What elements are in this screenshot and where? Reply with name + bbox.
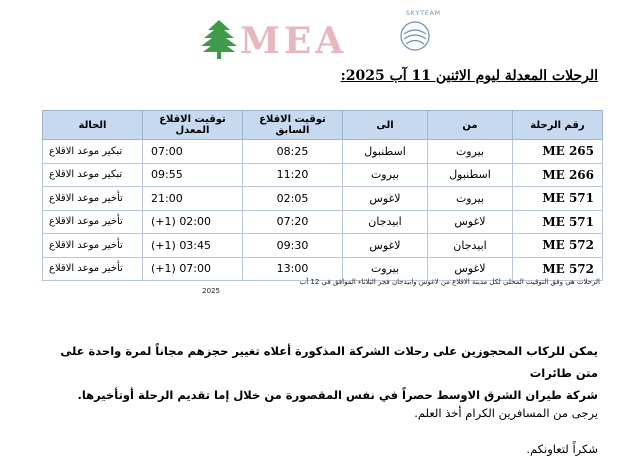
table-header-row bbox=[43, 111, 603, 140]
flight-number: ME 266 bbox=[513, 163, 603, 187]
old-time: 09:30 bbox=[243, 234, 343, 258]
timezone-note bbox=[200, 278, 600, 296]
table-row bbox=[43, 257, 603, 281]
rebooking-line-2: شركة طيران الشرق الاوسط حصراً في نفس المقصورة من خلال إما تقديم الرحلة أوتأخيرها. bbox=[77, 388, 598, 402]
table-row bbox=[43, 187, 603, 211]
status: تأخير موعد الاقلاع bbox=[43, 257, 143, 281]
old-time: 13:00 bbox=[243, 257, 343, 281]
cedar-tree-icon bbox=[200, 18, 238, 60]
table-row bbox=[43, 140, 603, 164]
old-time: 11:20 bbox=[243, 163, 343, 187]
old-time: 08:25 bbox=[243, 140, 343, 164]
page-title: الرحلات المعدلة ليوم الاثنين 11 آب 2025: bbox=[340, 68, 598, 84]
status: تبكير موعد الاقلاع bbox=[43, 163, 143, 187]
header-new-departure: توقيت الاقلاع المعدل bbox=[143, 111, 243, 140]
destination: لاغوس bbox=[343, 187, 428, 211]
origin: ابيدجان bbox=[428, 234, 513, 258]
new-time: 03:45 (1+) bbox=[143, 234, 243, 258]
new-time: 07:00 (1+) bbox=[143, 257, 243, 281]
destination: بيروت bbox=[343, 257, 428, 281]
flight-number: ME 265 bbox=[513, 140, 603, 164]
status: تأخير موعد الاقلاع bbox=[43, 234, 143, 258]
mea-logo bbox=[200, 8, 440, 68]
new-time: 21:00 bbox=[143, 187, 243, 211]
header-flight-number: رقم الرحلة bbox=[513, 111, 603, 140]
flight-number: ME 572 bbox=[513, 234, 603, 258]
header-old-departure: توقيت الاقلاع السابق bbox=[243, 111, 343, 140]
status: تبكير موعد الاقلاع bbox=[43, 140, 143, 164]
status: تأخير موعد الاقلاع bbox=[43, 187, 143, 211]
header-from: من bbox=[428, 111, 513, 140]
notice-paragraph: يرجى من المسافرين الكرام أخذ العلم. bbox=[414, 406, 598, 420]
mea-logo-text: MEA bbox=[240, 20, 348, 62]
old-time: 07:20 bbox=[243, 210, 343, 234]
thanks-paragraph: شكراً لتعاونكم. bbox=[526, 442, 598, 456]
old-time: 02:05 bbox=[243, 187, 343, 211]
rebooking-line-1: يمكن للركاب المحجوزين على رحلات الشركة المذكورة أعلاه تغيير حجزهم مجاناً لمرة واحدة على متن طائرات bbox=[60, 344, 598, 380]
table-row bbox=[43, 210, 603, 234]
origin: بيروت bbox=[428, 187, 513, 211]
flight-number: ME 571 bbox=[513, 210, 603, 234]
origin: بيروت bbox=[428, 140, 513, 164]
skyteam-icon bbox=[395, 10, 435, 58]
status: تأخير موعد الاقلاع bbox=[43, 210, 143, 234]
note-line-2: 2025 bbox=[202, 287, 220, 295]
new-time: 09:55 bbox=[143, 163, 243, 187]
flights-table bbox=[42, 110, 603, 281]
origin: لاغوس bbox=[428, 257, 513, 281]
destination: لاغوس bbox=[343, 234, 428, 258]
rebooking-paragraph bbox=[38, 340, 598, 406]
note-line-1: الرحلات هي وفق التوقيت المحلي لكل مدينة الاقلاع من لاغوس وابيدجان فجر الثلاثاء الموافق في 12 آب bbox=[299, 278, 600, 286]
header-to: الى bbox=[343, 111, 428, 140]
flight-number: ME 572 bbox=[513, 257, 603, 281]
skyteam-label: SKYTEAM bbox=[406, 10, 441, 17]
origin: لاغوس bbox=[428, 210, 513, 234]
header-status: الحالة bbox=[43, 111, 143, 140]
destination: اسطنبول bbox=[343, 140, 428, 164]
new-time: 02:00 (1+) bbox=[143, 210, 243, 234]
table-row bbox=[43, 163, 603, 187]
flight-number: ME 571 bbox=[513, 187, 603, 211]
new-time: 07:00 bbox=[143, 140, 243, 164]
destination: بيروت bbox=[343, 163, 428, 187]
table-row bbox=[43, 234, 603, 258]
destination: ابيدجان bbox=[343, 210, 428, 234]
origin: اسطنبول bbox=[428, 163, 513, 187]
